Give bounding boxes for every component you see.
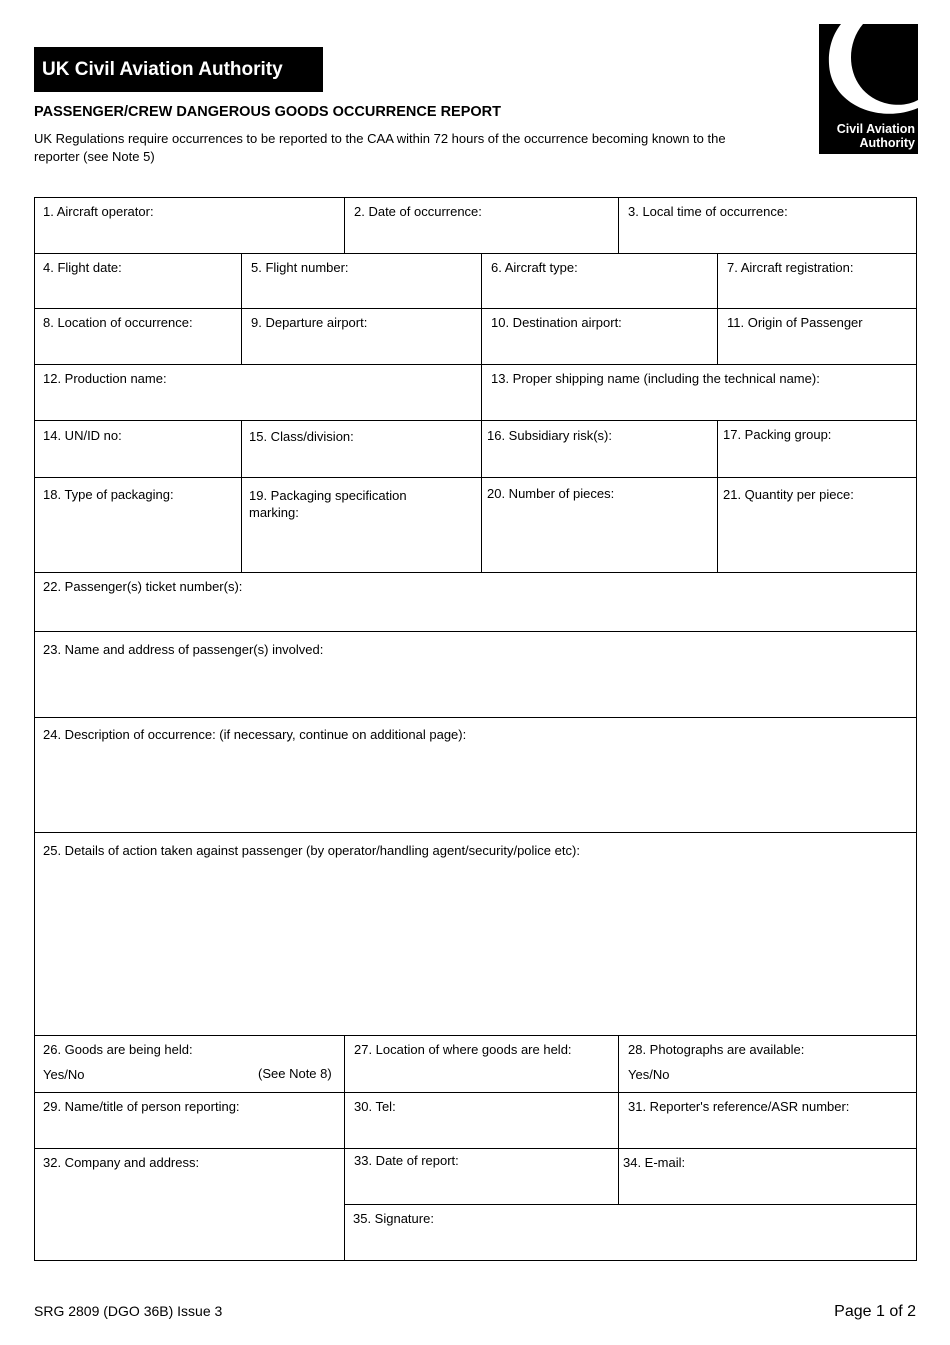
form-title: PASSENGER/CREW DANGEROUS GOODS OCCURRENCE REPORT bbox=[34, 104, 501, 120]
field-action-taken-against-passenger[interactable]: 25. Details of action taken against passenger (by operator/handling agent/security/police etc): bbox=[43, 843, 580, 858]
field-class-division[interactable]: 15. Class/division: bbox=[249, 429, 354, 444]
field-aircraft-registration[interactable]: 7. Aircraft registration: bbox=[727, 260, 854, 275]
field-departure-airport[interactable]: 9. Departure airport: bbox=[251, 315, 368, 330]
field-flight-date[interactable]: 4. Flight date: bbox=[43, 260, 122, 275]
authority-banner: UK Civil Aviation Authority bbox=[34, 47, 323, 92]
field-date-of-occurrence[interactable]: 2. Date of occurrence: bbox=[354, 204, 482, 219]
field-subsidiary-risks[interactable]: 16. Subsidiary risk(s): bbox=[487, 428, 612, 443]
field-number-of-pieces[interactable]: 20. Number of pieces: bbox=[487, 486, 615, 501]
goods-held-yes-no[interactable]: Yes/No bbox=[43, 1067, 85, 1082]
field-signature[interactable]: 35. Signature: bbox=[353, 1211, 434, 1226]
intro-text: UK Regulations require occurrences to be reported to the CAA within 72 hours of the occurrence becoming known to the reporter (see Note 5) bbox=[34, 131, 726, 164]
field-aircraft-operator[interactable]: 1. Aircraft operator: bbox=[43, 204, 154, 219]
field-passenger-ticket-numbers[interactable]: 22. Passenger(s) ticket number(s): bbox=[43, 579, 243, 594]
field-quantity-per-piece[interactable]: 21. Quantity per piece: bbox=[723, 487, 854, 502]
field-type-of-packaging[interactable]: 18. Type of packaging: bbox=[43, 487, 174, 502]
field-packing-group[interactable]: 17. Packing group: bbox=[723, 427, 832, 442]
field-packaging-specification-marking[interactable]: 19. Packaging specification marking: bbox=[249, 488, 407, 520]
photographs-yes-no[interactable]: Yes/No bbox=[628, 1067, 670, 1082]
field-un-id-no[interactable]: 14. UN/ID no: bbox=[43, 428, 122, 443]
field-location-goods-held[interactable]: 27. Location of where goods are held: bbox=[354, 1042, 572, 1057]
form-code: SRG 2809 (DGO 36B) Issue 3 bbox=[34, 1303, 223, 1319]
logo-text-line2: Authority bbox=[859, 136, 915, 150]
field-company-and-address[interactable]: 32. Company and address: bbox=[43, 1155, 200, 1170]
field-proper-shipping-name[interactable]: 13. Proper shipping name (including the technical name): bbox=[491, 371, 820, 386]
field-goods-being-held[interactable]: 26. Goods are being held: bbox=[43, 1042, 193, 1057]
field-aircraft-type[interactable]: 6. Aircraft type: bbox=[491, 260, 578, 275]
field-description-of-occurrence[interactable]: 24. Description of occurrence: (if necessary, continue on additional page): bbox=[43, 727, 467, 742]
field-flight-number[interactable]: 5. Flight number: bbox=[251, 260, 349, 275]
field-photographs-available[interactable]: 28. Photographs are available: bbox=[628, 1042, 805, 1057]
field-reporter-reference[interactable]: 31. Reporter's reference/ASR number: bbox=[628, 1099, 850, 1114]
caa-logo bbox=[819, 24, 918, 154]
field-passenger-name-address[interactable]: 23. Name and address of passenger(s) involved: bbox=[43, 642, 324, 657]
page-number: Page 1 of 2 bbox=[834, 1303, 916, 1320]
field-email[interactable]: 34. E-mail: bbox=[623, 1155, 686, 1170]
logo-text-line1: Civil Aviation bbox=[836, 122, 915, 136]
field-name-title-of-reporter[interactable]: 29. Name/title of person reporting: bbox=[43, 1099, 240, 1114]
see-note-8: (See Note 8) bbox=[258, 1066, 332, 1081]
field-origin-of-passenger[interactable]: 11. Origin of Passenger bbox=[727, 315, 863, 330]
field-tel[interactable]: 30. Tel: bbox=[354, 1099, 396, 1114]
field-local-time-of-occurrence[interactable]: 3. Local time of occurrence: bbox=[628, 204, 788, 219]
field-production-name[interactable]: 12. Production name: bbox=[43, 371, 167, 386]
field-date-of-report[interactable]: 33. Date of report: bbox=[354, 1153, 459, 1168]
field-location-of-occurrence[interactable]: 8. Location of occurrence: bbox=[43, 315, 193, 330]
field-destination-airport[interactable]: 10. Destination airport: bbox=[491, 315, 622, 330]
